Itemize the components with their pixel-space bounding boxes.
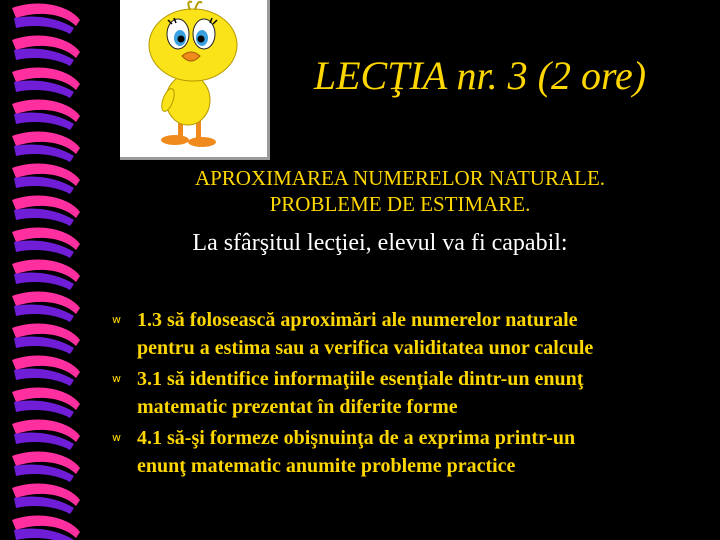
list-item-line: 3.1 să identifice informaţiile esenţiale dintr-un enunţ	[137, 368, 584, 390]
list-item-line: pentru a estima sau a verifica validitatea unor calcule	[137, 337, 594, 359]
yellow-cartoon-bird-icon	[120, 0, 267, 157]
list-item	[107, 365, 697, 421]
spiral-loop-shadow	[14, 112, 74, 130]
list-item	[107, 306, 697, 362]
spiral-loop-shadow	[14, 400, 74, 418]
spiral-loop-shadow	[14, 16, 74, 34]
list-item	[107, 424, 697, 480]
slide-title: LECŢIA nr. 3 (2 ore)	[313, 53, 647, 98]
list-item-line: matematic prezentat în diferite forme	[137, 396, 458, 418]
spiral-loop-shadow	[14, 464, 74, 482]
objectives-list	[107, 306, 697, 483]
bullet-icon: w	[112, 313, 121, 326]
spiral-loop-shadow	[14, 304, 74, 322]
bullet-icon: w	[112, 431, 121, 444]
spiral-loop-shadow	[14, 432, 74, 450]
spiral-binding-decoration	[0, 0, 92, 540]
list-item-line: 4.1 să-şi formeze obişnuinţa de a exprima printr-un	[137, 427, 576, 449]
spiral-loop-shadow	[14, 80, 74, 98]
subtitle-line: APROXIMAREA NUMERELOR NATURALE.	[194, 166, 606, 190]
spiral-loop-shadow	[14, 336, 74, 354]
bullet-icon: w	[112, 372, 121, 385]
spiral-loop-shadow	[14, 496, 74, 514]
spiral-loop-shadow	[14, 368, 74, 386]
subtitle-line: PROBLEME DE ESTIMARE.	[269, 192, 531, 216]
subtitle	[120, 165, 680, 217]
list-item-line: 1.3 să folosească aproximări ale numerelor naturale	[137, 309, 578, 331]
list-item-line: enunţ matematic anumite probleme practice	[137, 455, 516, 477]
spiral-loop-shadow	[14, 208, 74, 226]
spiral-loop-shadow	[14, 48, 74, 66]
spiral-loop-shadow	[14, 240, 74, 258]
spiral-loop-shadow	[14, 272, 74, 290]
spiral-loop-shadow	[14, 144, 74, 162]
cartoon-picture	[120, 0, 270, 160]
spiral-loop-shadow	[14, 176, 74, 194]
intro-text: La sfârşitul lecţiei, elevul va fi capabil:	[192, 230, 568, 256]
